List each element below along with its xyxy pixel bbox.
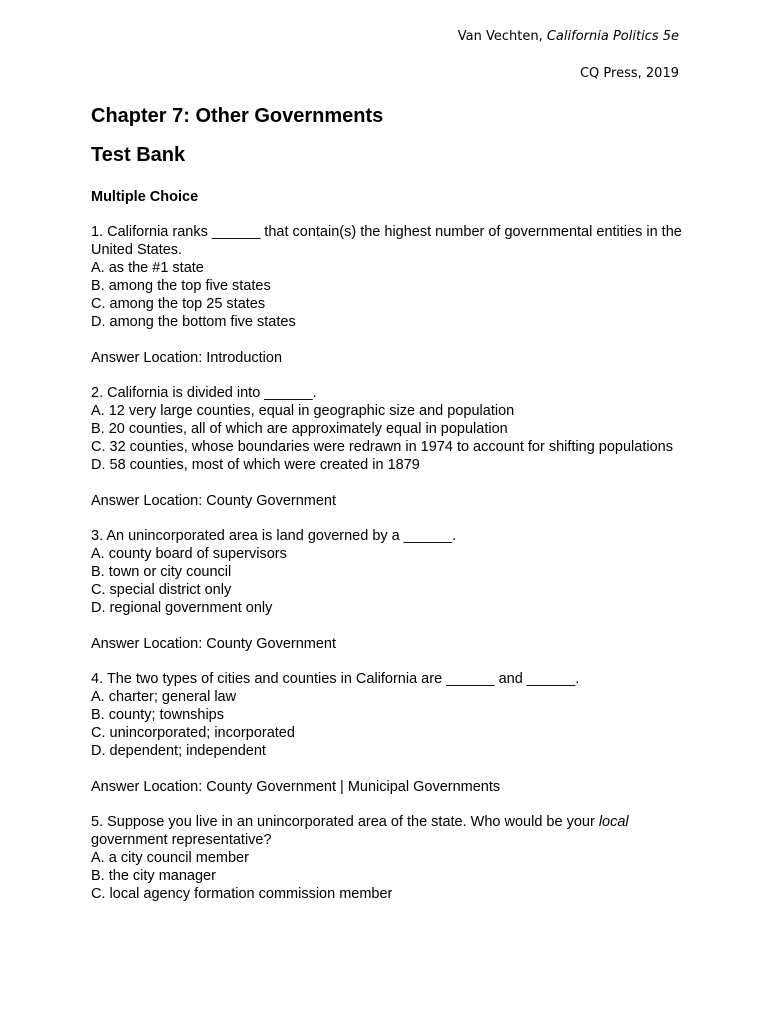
- question-stem: 1. California ranks ______ that contain(s) the highest number of governmental entities in the United States.: [91, 224, 682, 258]
- answer-option: A. as the #1 state: [91, 260, 204, 276]
- answer-location: Answer Location: County Government | Municipal Governments: [91, 779, 501, 795]
- answer-option: B. county; townships: [91, 707, 224, 723]
- question-4: [91, 670, 691, 796]
- header-book-title: California Politics 5e: [546, 29, 679, 44]
- answer-location: Answer Location: County Government: [91, 636, 337, 652]
- document-content: [91, 104, 691, 903]
- answer-option: B. the city manager: [91, 868, 216, 884]
- answer-option: B. town or city council: [91, 564, 232, 580]
- answer-option: B. among the top five states: [91, 278, 271, 294]
- question-5: [91, 813, 691, 903]
- question-stem: [91, 813, 691, 849]
- answer-option: C. special district only: [91, 582, 232, 598]
- answer-location: Answer Location: County Government: [91, 493, 337, 509]
- answer-option: C. among the top 25 states: [91, 296, 266, 312]
- section-title: Multiple Choice: [91, 189, 199, 205]
- answer-option: A. 12 very large counties, equal in geographic size and population: [91, 403, 515, 419]
- header-publisher: CQ Press, 2019: [579, 66, 679, 81]
- answer-option: A. county board of supervisors: [91, 546, 287, 562]
- question-3: [91, 527, 691, 653]
- answer-option: D. regional government only: [91, 600, 273, 616]
- question-stem-emphasis: local: [598, 814, 629, 830]
- test-bank-title: Test Bank: [91, 144, 186, 166]
- question-1: [91, 223, 691, 367]
- question-stem: 3. An unincorporated area is land governed by a ______.: [91, 528, 457, 544]
- answer-option: B. 20 counties, all of which are approximately equal in population: [91, 421, 508, 437]
- header-author-line: [458, 29, 679, 44]
- question-stem: 4. The two types of cities and counties in California are ______ and ______.: [91, 671, 580, 687]
- header-author: Van Vechten,: [457, 29, 547, 44]
- question-stem-start: 5. Suppose you live in an unincorporated area of the state. Who would be your: [91, 814, 599, 830]
- answer-option: C. 32 counties, whose boundaries were redrawn in 1974 to account for shifting populations: [91, 439, 673, 455]
- question-stem: 2. California is divided into ______.: [91, 385, 317, 401]
- answer-option: D. 58 counties, most of which were created in 1879: [91, 457, 420, 473]
- answer-option: D. dependent; independent: [91, 743, 266, 759]
- answer-option: D. among the bottom five states: [91, 314, 296, 330]
- question-stem-end: government representative?: [91, 832, 272, 848]
- answer-option: C. local agency formation commission member: [91, 886, 393, 902]
- chapter-title: Chapter 7: Other Governments: [91, 105, 384, 127]
- answer-location: Answer Location: Introduction: [91, 350, 283, 366]
- question-2: [91, 384, 691, 510]
- answer-option: A. charter; general law: [91, 689, 237, 705]
- answer-option: A. a city council member: [91, 850, 249, 866]
- answer-option: C. unincorporated; incorporated: [91, 725, 295, 741]
